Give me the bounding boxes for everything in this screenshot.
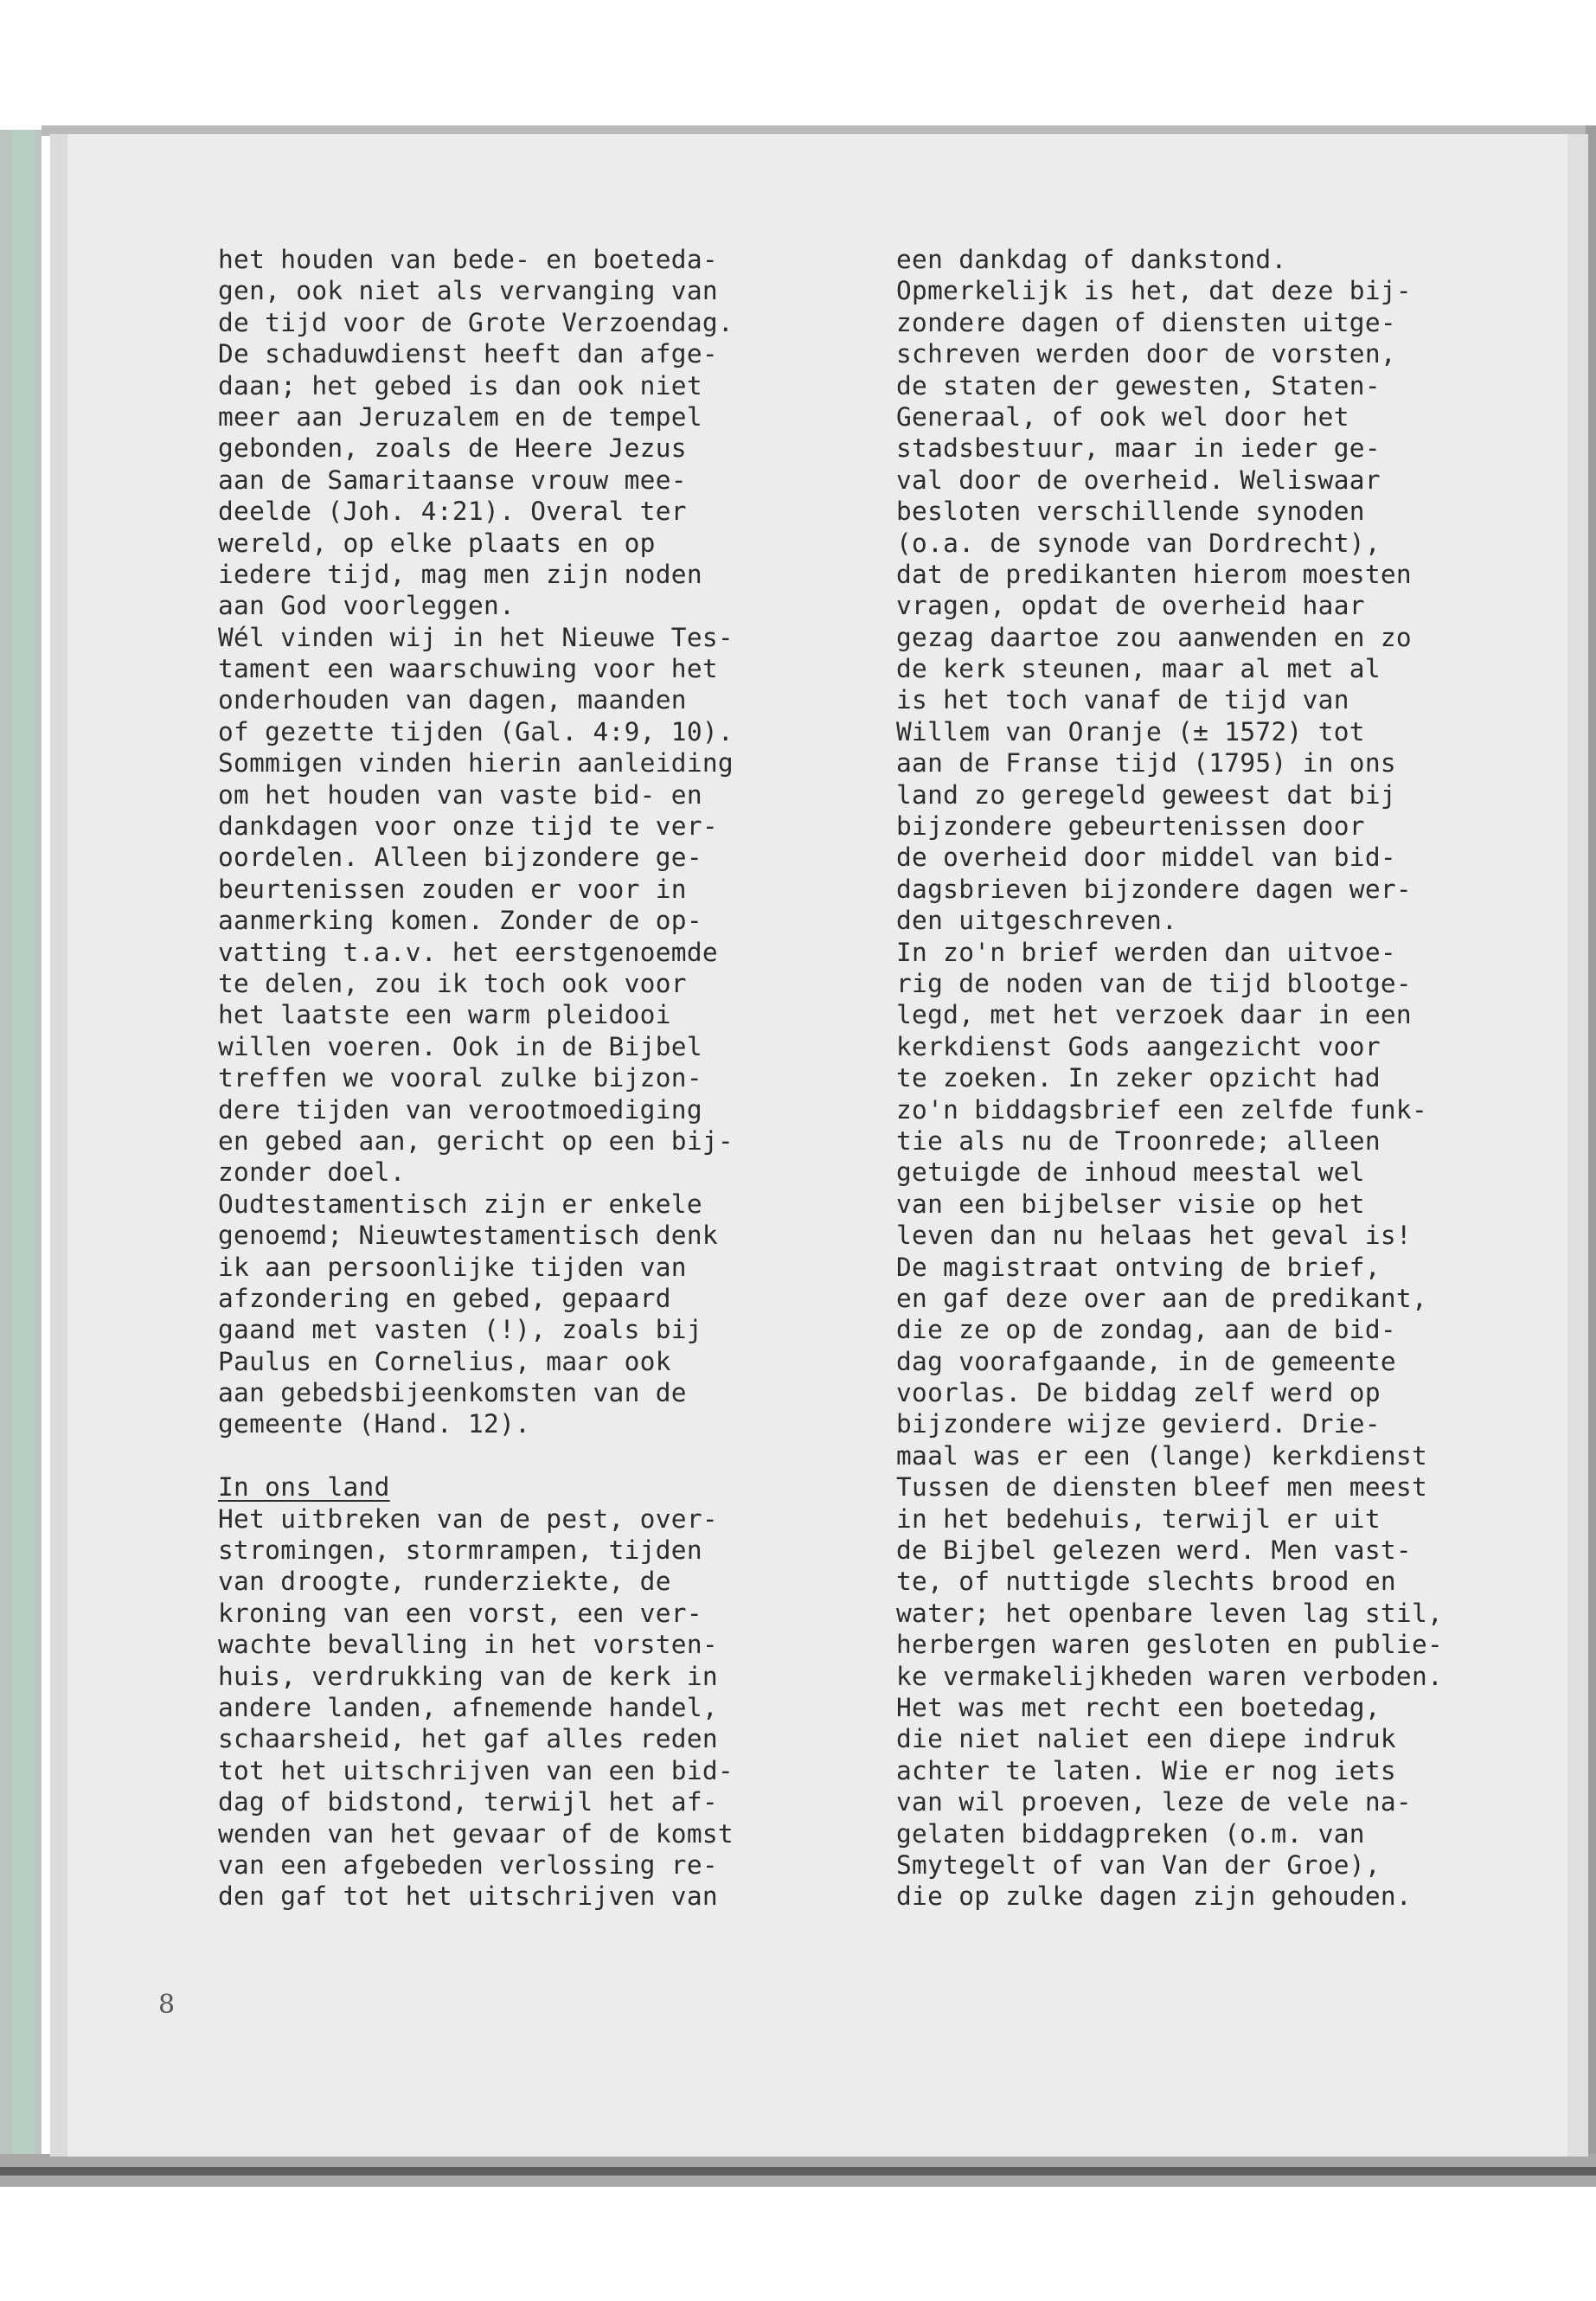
- text-line: wachte bevalling in het vorsten-: [218, 1630, 718, 1660]
- text-line: schreven werden door de vorsten,: [896, 339, 1396, 369]
- text-line: van een afgebeden verlossing re-: [218, 1849, 718, 1880]
- binding-strip-green: [12, 130, 35, 2171]
- text-line: val door de overheid. Weliswaar: [896, 465, 1381, 495]
- text-line: willen voeren. Ook in de Bijbel: [218, 1031, 702, 1061]
- text-line: aanmerking komen. Zonder de op-: [218, 906, 702, 936]
- text-line: Het uitbreken van de pest, over-: [218, 1503, 718, 1534]
- text-line: getuigde de inhoud meestal wel: [896, 1157, 1365, 1188]
- text-line: een dankdag of dankstond.: [896, 245, 1287, 274]
- left-column: [218, 244, 734, 1913]
- text-line: tot het uitschrijven van een bid-: [218, 1755, 734, 1785]
- text-line: de Bijbel gelezen werd. Men vast-: [896, 1535, 1412, 1566]
- text-line: te delen, zou ik toch ook voor: [218, 968, 687, 998]
- text-line: gaand met vasten (!), zoals bij: [218, 1315, 702, 1345]
- text-line: den gaf tot het uitschrijven van: [218, 1881, 718, 1912]
- paper-shadow-right: [1567, 134, 1588, 2157]
- text-line: gezag daartoe zou aanwenden en zo: [896, 622, 1412, 652]
- text-line: (o.a. de synode van Dordrecht),: [896, 528, 1381, 558]
- paper-shadow-left: [50, 134, 67, 2157]
- text-line: land zo geregeld geweest dat bij: [896, 779, 1396, 810]
- cover-bottom-dark: [0, 2167, 1596, 2176]
- text-line: die niet naliet een diepe indruk: [896, 1724, 1396, 1754]
- text-line: dagsbrieven bijzondere dagen wer-: [896, 874, 1412, 904]
- text-line: dankdagen voor onze tijd te ver-: [218, 811, 718, 842]
- text-line: daan; het gebed is dan ook niet: [218, 370, 702, 401]
- text-line: meer aan Jeruzalem en de tempel: [218, 401, 702, 432]
- text-line: het houden van bede- en boeteda-: [218, 245, 718, 274]
- text-line: in het bedehuis, terwijl er uit: [896, 1503, 1381, 1534]
- text-line: De schaduwdienst heeft dan afge-: [218, 339, 718, 369]
- text-line: om het houden van vaste bid- en: [218, 779, 702, 810]
- text-line: en gebed aan, gericht op een bij-: [218, 1125, 734, 1156]
- text-line: voorlas. De biddag zelf werd op: [896, 1378, 1381, 1408]
- text-line: tie als nu de Troonrede; alleen: [896, 1125, 1381, 1156]
- text-line: Wél vinden wij in het Nieuwe Tes-: [218, 622, 734, 652]
- text-line: van droogte, runderziekte, de: [218, 1567, 671, 1597]
- text-line: dag voorafgaande, in de gemeente: [896, 1346, 1396, 1376]
- text-line: genoemd; Nieuwtestamentisch denk: [218, 1221, 718, 1251]
- text-line: schaarsheid, het gaf alles reden: [218, 1724, 718, 1754]
- text-line: wenden van het gevaar of de komst: [218, 1818, 734, 1849]
- text-line: besloten verschillende synoden: [896, 497, 1365, 527]
- text-line: zonder doel.: [218, 1157, 406, 1188]
- text-line: leven dan nu helaas het geval is!: [896, 1221, 1412, 1251]
- text-line: Paulus en Cornelius, maar ook: [218, 1346, 671, 1376]
- text-line: gebonden, zoals de Heere Jezus: [218, 433, 687, 464]
- text-line: het laatste een warm pleidooi: [218, 1000, 671, 1030]
- text-line: van een bijbelser visie op het: [896, 1189, 1365, 1219]
- text-line: Sommigen vinden hierin aanleiding: [218, 748, 734, 779]
- text-line: Het was met recht een boetedag,: [896, 1692, 1381, 1722]
- text-line: ke vermakelijkheden waren verboden.: [896, 1661, 1444, 1691]
- text-line: Oudtestamentisch zijn er enkele: [218, 1189, 702, 1219]
- text-line: aan gebedsbijeenkomsten van de: [218, 1378, 687, 1408]
- text-line: dat de predikanten hierom moesten: [896, 559, 1412, 589]
- text-line: dere tijden van verootmoediging: [218, 1094, 702, 1125]
- text-line: iedere tijd, mag men zijn noden: [218, 559, 702, 589]
- text-line: aan de Franse tijd (1795) in ons: [896, 748, 1396, 779]
- text-line: zo'n biddagsbrief een zelfde funk-: [896, 1094, 1428, 1125]
- text-line: de staten der gewesten, Staten-: [896, 370, 1381, 401]
- text-line: de tijd voor de Grote Verzoendag.: [218, 307, 734, 337]
- text-line: onderhouden van dagen, maanden: [218, 685, 687, 715]
- text-line: aan de Samaritaanse vrouw mee-: [218, 465, 687, 495]
- text-line: de overheid door middel van bid-: [896, 843, 1396, 873]
- text-line: huis, verdrukking van de kerk in: [218, 1661, 718, 1691]
- text-line: In zo'n brief werden dan uitvoe-: [896, 937, 1396, 967]
- text-line: tament een waarschuwing voor het: [218, 654, 718, 684]
- paragraph-gap: [218, 1440, 734, 1471]
- text-line: te zoeken. In zeker opzicht had: [896, 1063, 1381, 1093]
- text-line: of gezette tijden (Gal. 4:9, 10).: [218, 716, 734, 747]
- section-heading: In ons land: [218, 1472, 390, 1503]
- text-line: kroning van een vorst, een ver-: [218, 1598, 702, 1628]
- text-line: vragen, opdat de overheid haar: [896, 591, 1365, 621]
- text-line: rig de noden van de tijd blootge-: [896, 968, 1412, 998]
- text-line: Tussen de diensten bleef men meest: [896, 1472, 1428, 1503]
- text-line: is het toch vanaf de tijd van: [896, 685, 1349, 715]
- text-line: wereld, op elke plaats en op: [218, 528, 656, 558]
- text-line: gen, ook niet als vervanging van: [218, 276, 718, 306]
- text-line: kerkdienst Gods aangezicht voor: [896, 1031, 1381, 1061]
- text-line: de kerk steunen, maar al met al: [896, 654, 1381, 684]
- text-line: gemeente (Hand. 12).: [218, 1409, 531, 1439]
- page-number: 8: [158, 1990, 176, 2020]
- text-line: De magistraat ontving de brief,: [896, 1252, 1381, 1282]
- text-line: Opmerkelijk is het, dat deze bij-: [896, 276, 1412, 306]
- text-line: stromingen, stormrampen, tijden: [218, 1535, 702, 1566]
- text-line: te, of nuttigde slechts brood en: [896, 1567, 1396, 1597]
- text-line: zondere dagen of diensten uitge-: [896, 307, 1396, 337]
- text-line: van wil proeven, leze de vele na-: [896, 1787, 1412, 1817]
- text-line: bijzondere gebeurtenissen door: [896, 811, 1365, 842]
- text-line: aan God voorleggen.: [218, 591, 516, 621]
- text-line: afzondering en gebed, gepaard: [218, 1283, 671, 1313]
- text-line: ik aan persoonlijke tijden van: [218, 1252, 687, 1282]
- text-line: water; het openbare leven lag stil,: [896, 1598, 1444, 1628]
- text-line: Willem van Oranje (± 1572) tot: [896, 716, 1365, 747]
- text-line: die op zulke dagen zijn gehouden.: [896, 1881, 1412, 1912]
- text-line: maal was er een (lange) kerkdienst: [896, 1440, 1428, 1471]
- text-line: herbergen waren gesloten en publie-: [896, 1630, 1444, 1660]
- text-line: gelaten biddagpreken (o.m. van: [896, 1818, 1365, 1849]
- right-column: [896, 244, 1443, 1913]
- text-line: Generaal, of ook wel door het: [896, 401, 1349, 432]
- text-line: legd, met het verzoek daar in een: [896, 1000, 1412, 1030]
- text-line: Smytegelt of van Van der Groe),: [896, 1849, 1381, 1880]
- text-line: dag of bidstond, terwijl het af-: [218, 1787, 718, 1817]
- text-line: den uitgeschreven.: [896, 906, 1178, 936]
- text-line: beurtenissen zouden er voor in: [218, 874, 687, 904]
- text-line: en gaf deze over aan de predikant,: [896, 1283, 1428, 1313]
- text-line: deelde (Joh. 4:21). Overal ter: [218, 497, 687, 527]
- text-line: andere landen, afnemende handel,: [218, 1692, 718, 1722]
- text-line: vatting t.a.v. het eerstgenoemde: [218, 937, 718, 967]
- text-line: oordelen. Alleen bijzondere ge-: [218, 843, 702, 873]
- text-line: stadsbestuur, maar in ieder ge-: [896, 433, 1381, 464]
- text-line: achter te laten. Wie er nog iets: [896, 1755, 1396, 1785]
- text-line: treffen we vooral zulke bijzon-: [218, 1063, 702, 1093]
- text-line: bijzondere wijze gevierd. Drie-: [896, 1409, 1381, 1439]
- text-line: die ze op de zondag, aan de bid-: [896, 1315, 1396, 1345]
